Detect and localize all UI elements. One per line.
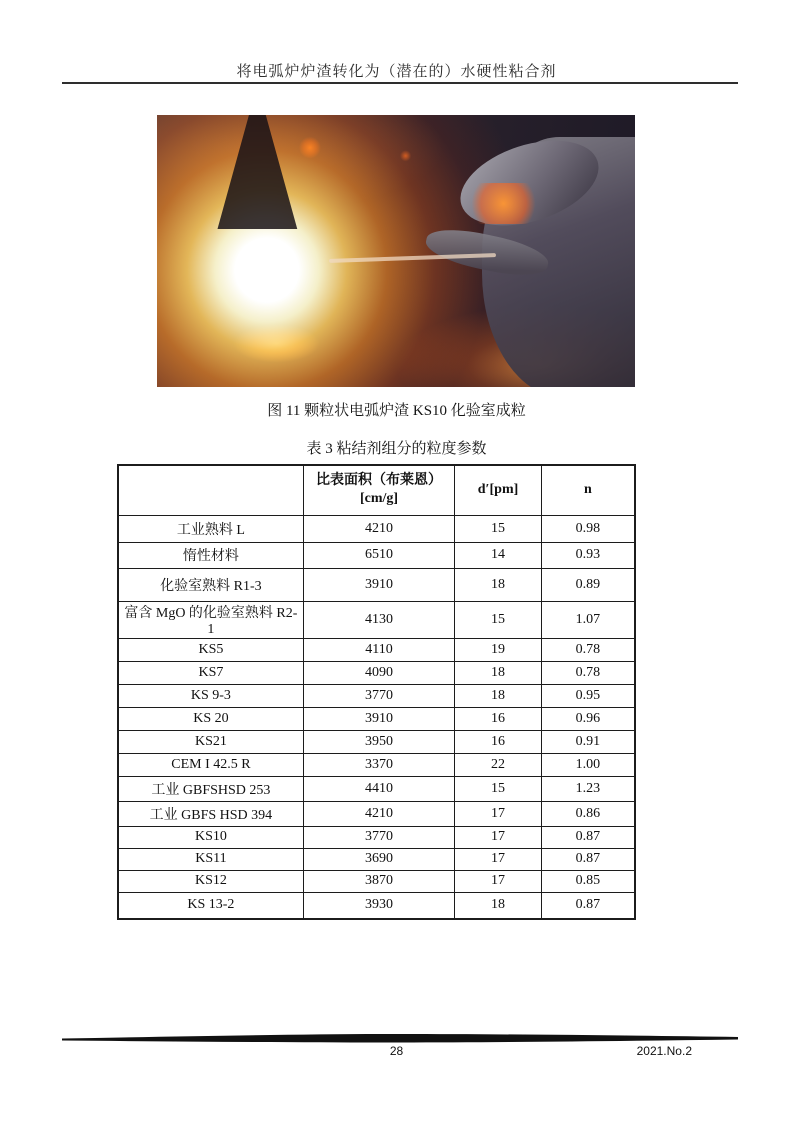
table-cell-d: 17 xyxy=(455,826,542,848)
table-cell-material: KS11 xyxy=(118,848,303,870)
table-cell-material: 惰性材料 xyxy=(118,542,303,568)
table-cell-d: 14 xyxy=(455,542,542,568)
table-cell-n: 0.98 xyxy=(541,515,635,542)
running-header-title: 将电弧炉炉渣转化为（潜在的）水硬性粘合剂 xyxy=(236,64,557,80)
table-cell-n: 0.85 xyxy=(541,870,635,892)
table-header-row xyxy=(118,465,635,515)
table-row xyxy=(118,753,635,776)
table-cell-surface: 3690 xyxy=(303,848,454,870)
table-cell-d: 19 xyxy=(455,638,542,661)
table-cell-n: 0.78 xyxy=(541,638,635,661)
table-cell-material: 工业 GBFSHSD 253 xyxy=(118,776,303,801)
table-cell-surface: 3770 xyxy=(303,826,454,848)
table-row xyxy=(118,568,635,601)
table-row xyxy=(118,601,635,638)
table-cell-material: KS 9-3 xyxy=(118,684,303,707)
table-cell-material: CEM I 42.5 R xyxy=(118,753,303,776)
table-cell-surface: 4130 xyxy=(303,601,454,638)
table-row xyxy=(118,730,635,753)
table-cell-n: 0.95 xyxy=(541,684,635,707)
table-cell-surface: 4090 xyxy=(303,661,454,684)
issue-label: 2021.No.2 xyxy=(636,1044,692,1058)
table-row xyxy=(118,661,635,684)
page-number: 28 xyxy=(389,1044,404,1058)
table-row xyxy=(118,801,635,826)
table-row xyxy=(118,776,635,801)
table-cell-surface: 4110 xyxy=(303,638,454,661)
table-cell-n: 0.78 xyxy=(541,661,635,684)
table-cell-n: 0.87 xyxy=(541,848,635,870)
table-row xyxy=(118,684,635,707)
table-cell-material: KS 20 xyxy=(118,707,303,730)
table-cell-d: 18 xyxy=(455,684,542,707)
table-cell-surface: 3370 xyxy=(303,753,454,776)
visor-glow xyxy=(468,183,540,224)
table-cell-n: 1.23 xyxy=(541,776,635,801)
table-cell-surface: 6510 xyxy=(303,542,454,568)
table-cell-surface: 4210 xyxy=(303,801,454,826)
table-cell-surface: 3910 xyxy=(303,568,454,601)
table-cell-n: 0.86 xyxy=(541,801,635,826)
header-surface-line2: [cm/g] xyxy=(359,491,399,507)
furnace-chimney-silhouette xyxy=(205,115,310,229)
table-cell-material: KS12 xyxy=(118,870,303,892)
table-row xyxy=(118,707,635,730)
table-cell-surface: 3950 xyxy=(303,730,454,753)
table-row xyxy=(118,848,635,870)
table-row xyxy=(118,638,635,661)
table-cell-n: 0.89 xyxy=(541,568,635,601)
table-cell-surface: 3870 xyxy=(303,870,454,892)
table-cell-material: 富含 MgO 的化验室熟料 R2-1 xyxy=(118,601,303,638)
table-cell-d: 18 xyxy=(455,568,542,601)
table-cell-surface: 3770 xyxy=(303,684,454,707)
header-rule xyxy=(62,82,738,84)
header-cell-n: n xyxy=(541,465,635,515)
table-cell-d: 17 xyxy=(455,870,542,892)
table-row xyxy=(118,892,635,919)
table-cell-d: 15 xyxy=(455,515,542,542)
table-cell-d: 17 xyxy=(455,801,542,826)
table-cell-material: 化验室熟料 R1-3 xyxy=(118,568,303,601)
table-cell-d: 18 xyxy=(455,892,542,919)
table-cell-material: 工业 GBFS HSD 394 xyxy=(118,801,303,826)
table-cell-n: 1.07 xyxy=(541,601,635,638)
table-cell-n: 0.87 xyxy=(541,826,635,848)
table-cell-material: 工业熟料 L xyxy=(118,515,303,542)
table-cell-d: 16 xyxy=(455,707,542,730)
table-cell-surface: 3930 xyxy=(303,892,454,919)
header-cell-d: d′[pm] xyxy=(455,465,542,515)
table-cell-material: KS21 xyxy=(118,730,303,753)
table-row xyxy=(118,542,635,568)
table-cell-d: 18 xyxy=(455,661,542,684)
table-cell-d: 15 xyxy=(455,601,542,638)
table-cell-n: 0.96 xyxy=(541,707,635,730)
table-cell-material: KS 13-2 xyxy=(118,892,303,919)
table-row xyxy=(118,826,635,848)
table-cell-surface: 4410 xyxy=(303,776,454,801)
table-cell-n: 0.91 xyxy=(541,730,635,753)
table-cell-d: 22 xyxy=(455,753,542,776)
table-cell-d: 15 xyxy=(455,776,542,801)
header-cell-surface xyxy=(303,465,454,515)
table-title: 表 3 粘结剂组分的粒度参数 xyxy=(306,441,487,457)
table-cell-material: KS5 xyxy=(118,638,303,661)
table-cell-material: KS10 xyxy=(118,826,303,848)
footer-rule xyxy=(62,1032,738,1044)
table-row xyxy=(118,870,635,892)
table-cell-n: 1.00 xyxy=(541,753,635,776)
header-cell-material xyxy=(118,465,303,515)
header-surface-line1: 比表面积（布莱恩） xyxy=(315,473,442,489)
table-cell-material: KS7 xyxy=(118,661,303,684)
table-cell-d: 17 xyxy=(455,848,542,870)
table-cell-surface: 3910 xyxy=(303,707,454,730)
table-cell-n: 0.87 xyxy=(541,892,635,919)
table-cell-d: 16 xyxy=(455,730,542,753)
table-cell-n: 0.93 xyxy=(541,542,635,568)
table-row xyxy=(118,515,635,542)
table-cell-surface: 4210 xyxy=(303,515,454,542)
grain-parameters-table xyxy=(117,464,636,920)
figure-caption: 图 11 颗粒状电弧炉渣 KS10 化验室成粒 xyxy=(267,403,526,419)
furnace-photo xyxy=(157,115,635,387)
